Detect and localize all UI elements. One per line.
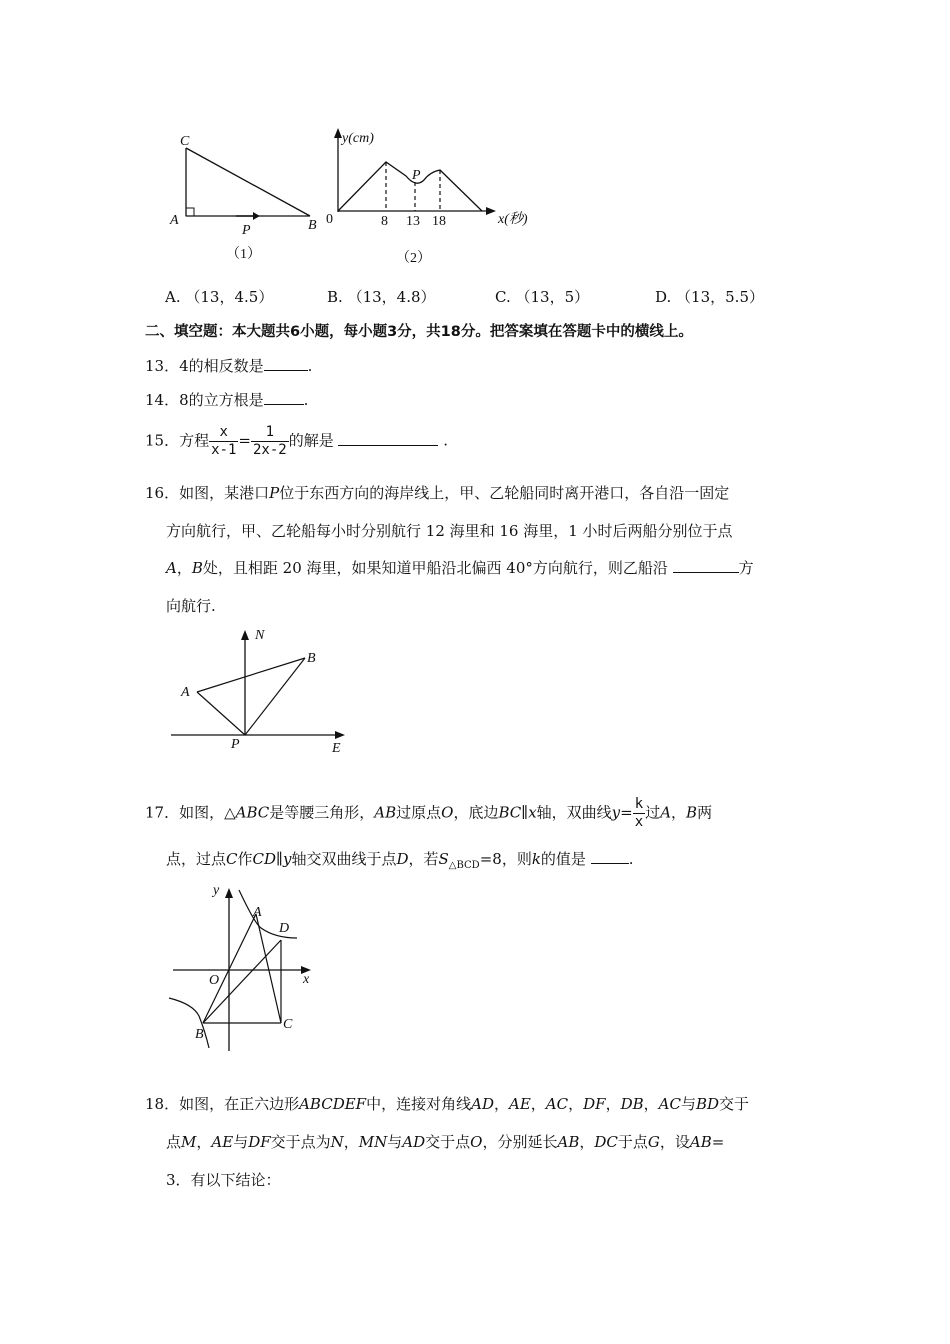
tick-8: 8 [381,214,388,229]
figure-2-graph [318,124,548,274]
option-b: B. （13，4.8） [327,288,436,306]
figure-1-triangle [160,128,330,268]
option-c: C. （13，5） [495,288,590,306]
y-axis-label: y(cm) [342,131,374,146]
section-2-heading: 二、填空题：本大题共6小题，每小题3分，共18分。把答案填在答题卡中的横线上。 [145,324,693,340]
fraction-1-over-2x-2: $\frac{1}{2x-2}$ [252,424,287,458]
option-d: D. （13，5.5） [655,288,764,306]
question-15: 15．方程 $\frac{x}{x-1}$ = $\frac{1}{2x-2}$ 的解是 . [145,424,449,458]
label-d: D [279,921,290,936]
figure-3-ships [165,622,355,756]
label-e: E [332,741,341,756]
figure-1-caption: （1） [226,247,261,262]
question-16-line-3: A，B处，且相距 20 海里，如果知道甲船沿北偏西 40°方向航行，则乙船沿 方 [166,559,754,577]
label-a: A [253,905,262,920]
option-a: A. （13，4.5） [165,288,274,306]
question-13: 13．4的相反数是 . [145,357,313,375]
tick-18: 18 [432,214,446,229]
question-17-line-2: 点，过点C作CD∥y轴交双曲线于点D，若$S_{\triangle BCD}=8$，则k的值是 . [166,850,634,871]
label-p: P [412,168,421,183]
x-axis-label: x(秒) [498,212,528,227]
fraction-k-over-x: $\frac{k}{x}$ [634,796,644,830]
label-a: A [181,685,190,700]
question-18-line-2: 点M，AE与DF交于点为N，MN与AD交于点O，分别延长AB，DC于点G，设AB= [166,1133,725,1151]
label-b: B [195,1027,204,1042]
label-y: y [213,883,220,898]
label-c: C [180,134,190,149]
question-14: 14．8的立方根是 . [145,391,309,409]
label-c: C [283,1017,293,1032]
question-18-line-3: 3．有以下结论： [166,1171,281,1189]
label-p: P [242,223,251,238]
label-b: B [308,218,317,233]
label-p: P [231,737,240,752]
question-17-line-1: 17．如图，△ABC是等腰三角形，AB过原点O，底边BC∥x轴，双曲线y= $\frac{k}{x}$ 过A，B两 [145,796,713,830]
tick-13: 13 [406,214,420,229]
label-b: B [307,651,316,666]
question-16-line-1: 16．如图，某港口P位于东西方向的海岸线上，甲、乙轮船同时离开港口，各自沿一固定 [145,484,730,502]
label-n: N [255,628,265,643]
question-18-line-1: 18．如图，在正六边形ABCDEF中，连接对角线AD，AE，AC，DF，DB，AC与BD交于 [145,1095,750,1113]
label-x: x [303,972,310,987]
figure-4-hyperbola [165,876,325,1056]
question-16-line-2: 方向航行，甲、乙轮船每小时分别航行 12 海里和 16 海里，1 小时后两船分别位于点 [166,522,733,540]
figure-2-caption: （2） [396,251,431,266]
origin-label: 0 [326,212,333,227]
fraction-x-over-x-1: $\frac{x}{x-1}$ [211,424,237,458]
label-a: A [170,213,179,228]
label-o: O [209,973,220,988]
question-16-line-4: 向航行. [166,597,216,615]
